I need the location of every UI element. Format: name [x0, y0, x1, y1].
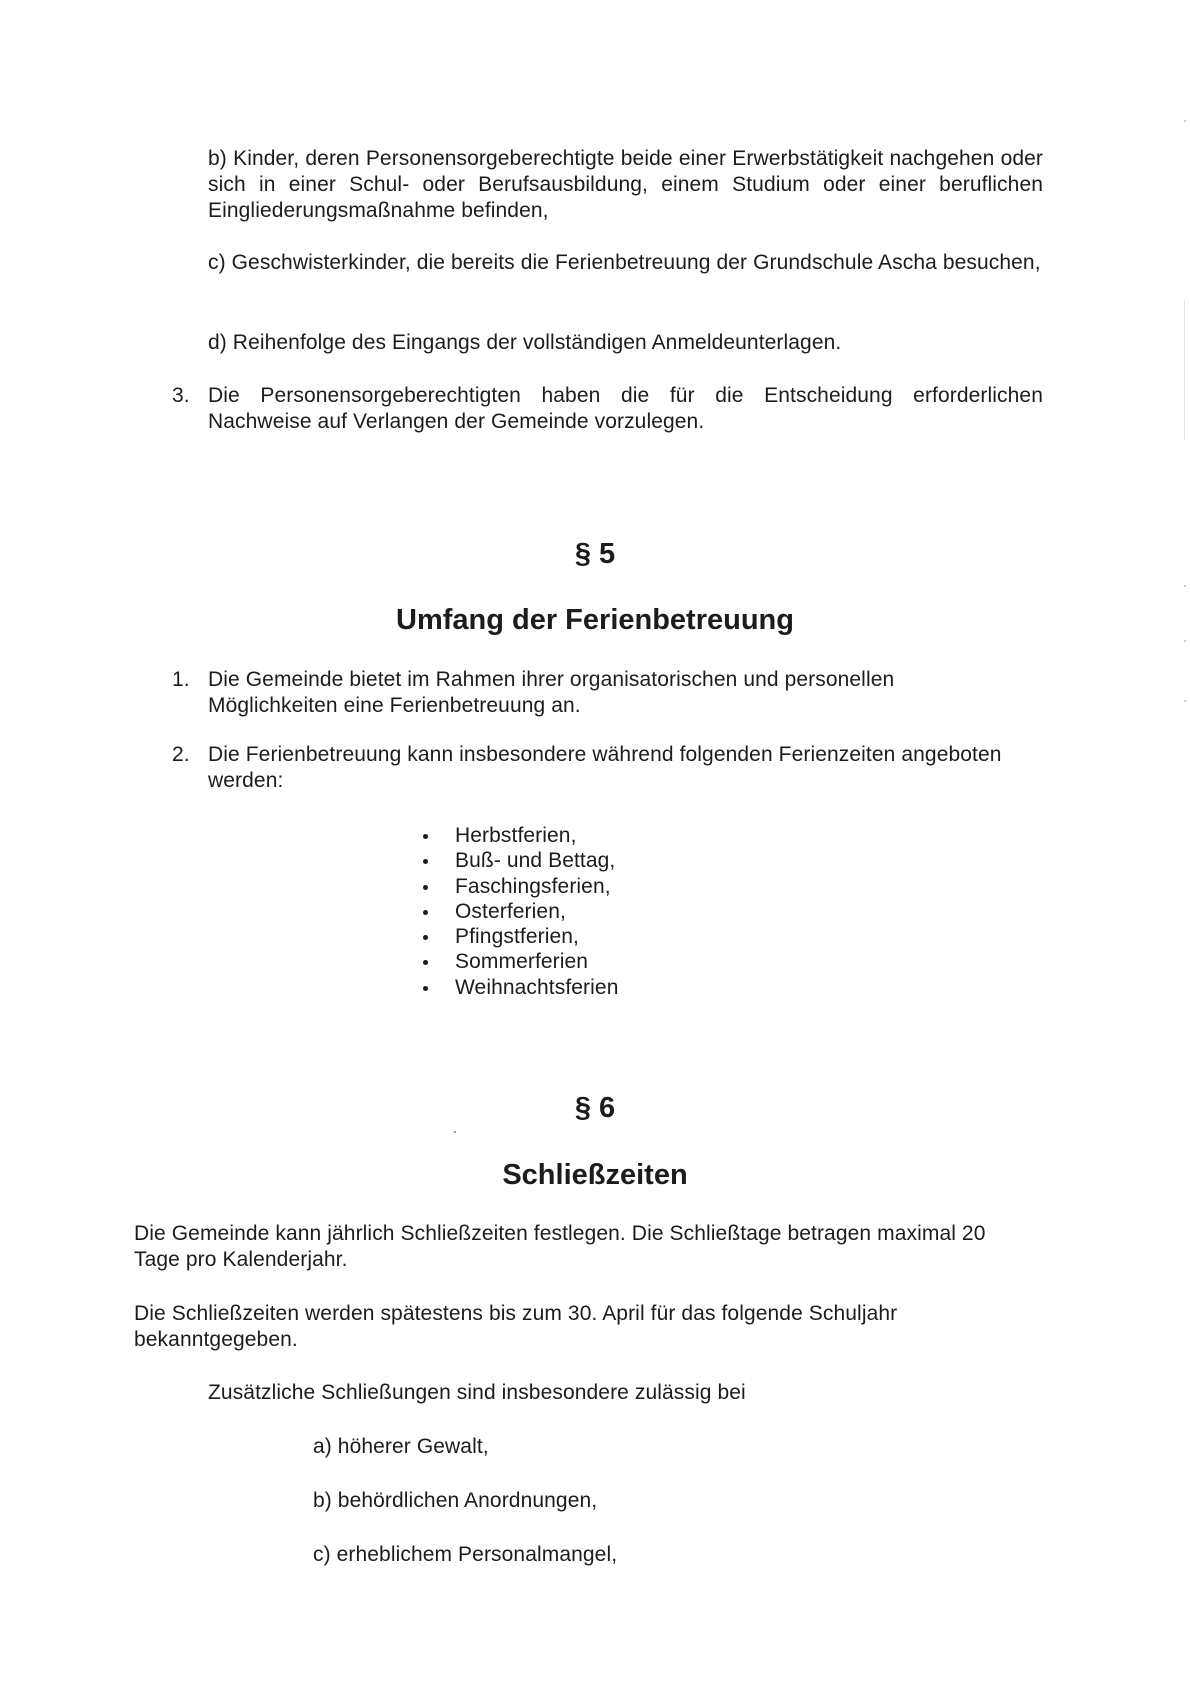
section-6-paragraph-3: Zusätzliche Schließungen sind insbesondere zulässig bei — [208, 1381, 746, 1404]
criterion-b-paragraph: b) Kinder, deren Personensorgeberechtigte beide einer Erwerbstätigkeit nachgehen oder sich in einer Schul- oder Berufsausbildung, einem Studium oder einer beruflichen Eingliederungsmaßnahme befinden, — [208, 147, 1043, 222]
bullet-icon — [423, 935, 428, 940]
point-3-number: 3. — [172, 384, 190, 407]
closure-reason-a: a) höherer Gewalt, — [313, 1435, 489, 1458]
section-5-point-1-number: 1. — [172, 668, 190, 691]
bullet-icon — [423, 859, 428, 864]
holiday-list-item — [415, 899, 618, 924]
section-5-title: Umfang der Ferienbetreuung — [396, 604, 794, 636]
bullet-icon — [423, 885, 428, 890]
section-6-number: § 6 — [574, 1092, 616, 1124]
section-5-point-1-paragraph: Die Gemeinde bietet im Rahmen ihrer organisatorischen und personellen Möglichkeiten eine Ferienbetreuung an. — [208, 668, 895, 717]
closure-reason-c: c) erheblichem Personalmangel, — [313, 1543, 618, 1566]
section-5-point-2-paragraph: Die Ferienbetreuung kann insbesondere während folgenden Ferienzeiten angeboten werden: — [208, 743, 1002, 792]
holiday-list-item — [415, 975, 618, 1000]
scan-edge-mark — [1184, 700, 1186, 702]
holiday-label: Pfingstferien, — [455, 925, 579, 949]
bullet-icon — [423, 986, 428, 991]
section-5-number: § 5 — [574, 538, 616, 570]
bullet-icon — [423, 960, 428, 965]
scan-edge-mark — [1184, 120, 1186, 122]
holiday-label: Buß- und Bettag, — [455, 849, 616, 873]
scan-speck — [454, 1131, 456, 1133]
section-5-point-2-number: 2. — [172, 743, 190, 766]
holiday-label: Osterferien, — [455, 899, 566, 923]
holiday-label: Herbstferien, — [455, 824, 577, 847]
holiday-list — [415, 823, 618, 1000]
bullet-icon — [423, 834, 428, 839]
holiday-list-item — [415, 924, 618, 949]
holiday-list-item — [415, 848, 618, 873]
section-6-title: Schließzeiten — [502, 1159, 688, 1191]
holiday-list-item — [415, 823, 618, 848]
scan-edge-mark — [1184, 585, 1186, 587]
scan-edge-mark — [1184, 640, 1186, 642]
criterion-d-paragraph: d) Reihenfolge des Eingangs der vollständigen Anmeldeunterlagen. — [208, 331, 842, 354]
scan-edge-mark — [1184, 300, 1185, 440]
holiday-label: Sommerferien — [455, 950, 589, 974]
section-6-paragraph-2: Die Schließzeiten werden spätestens bis zum 30. April für das folgende Schuljahr bekanntgegeben. — [134, 1302, 898, 1351]
point-3-paragraph: Die Personensorgeberechtigten haben die für die Entscheidung erforderlichen Nachweise auf Verlangen der Gemeinde vorzulegen. — [208, 384, 1043, 433]
bullet-icon — [423, 910, 428, 915]
closure-reason-b: b) behördlichen Anordnungen, — [313, 1489, 598, 1512]
holiday-list-item — [415, 949, 618, 974]
criterion-c-paragraph: c) Geschwisterkinder, die bereits die Ferienbetreuung der Grundschule Ascha besuchen, — [208, 251, 1041, 274]
holiday-label: Faschingsferien, — [455, 874, 611, 898]
holiday-label: Weihnachtsferien — [455, 975, 619, 999]
section-6-paragraph-1: Die Gemeinde kann jährlich Schließzeiten festlegen. Die Schließtage betragen maximal 20 Tage pro Kalenderjahr. — [134, 1222, 986, 1271]
holiday-list-item — [415, 874, 618, 899]
